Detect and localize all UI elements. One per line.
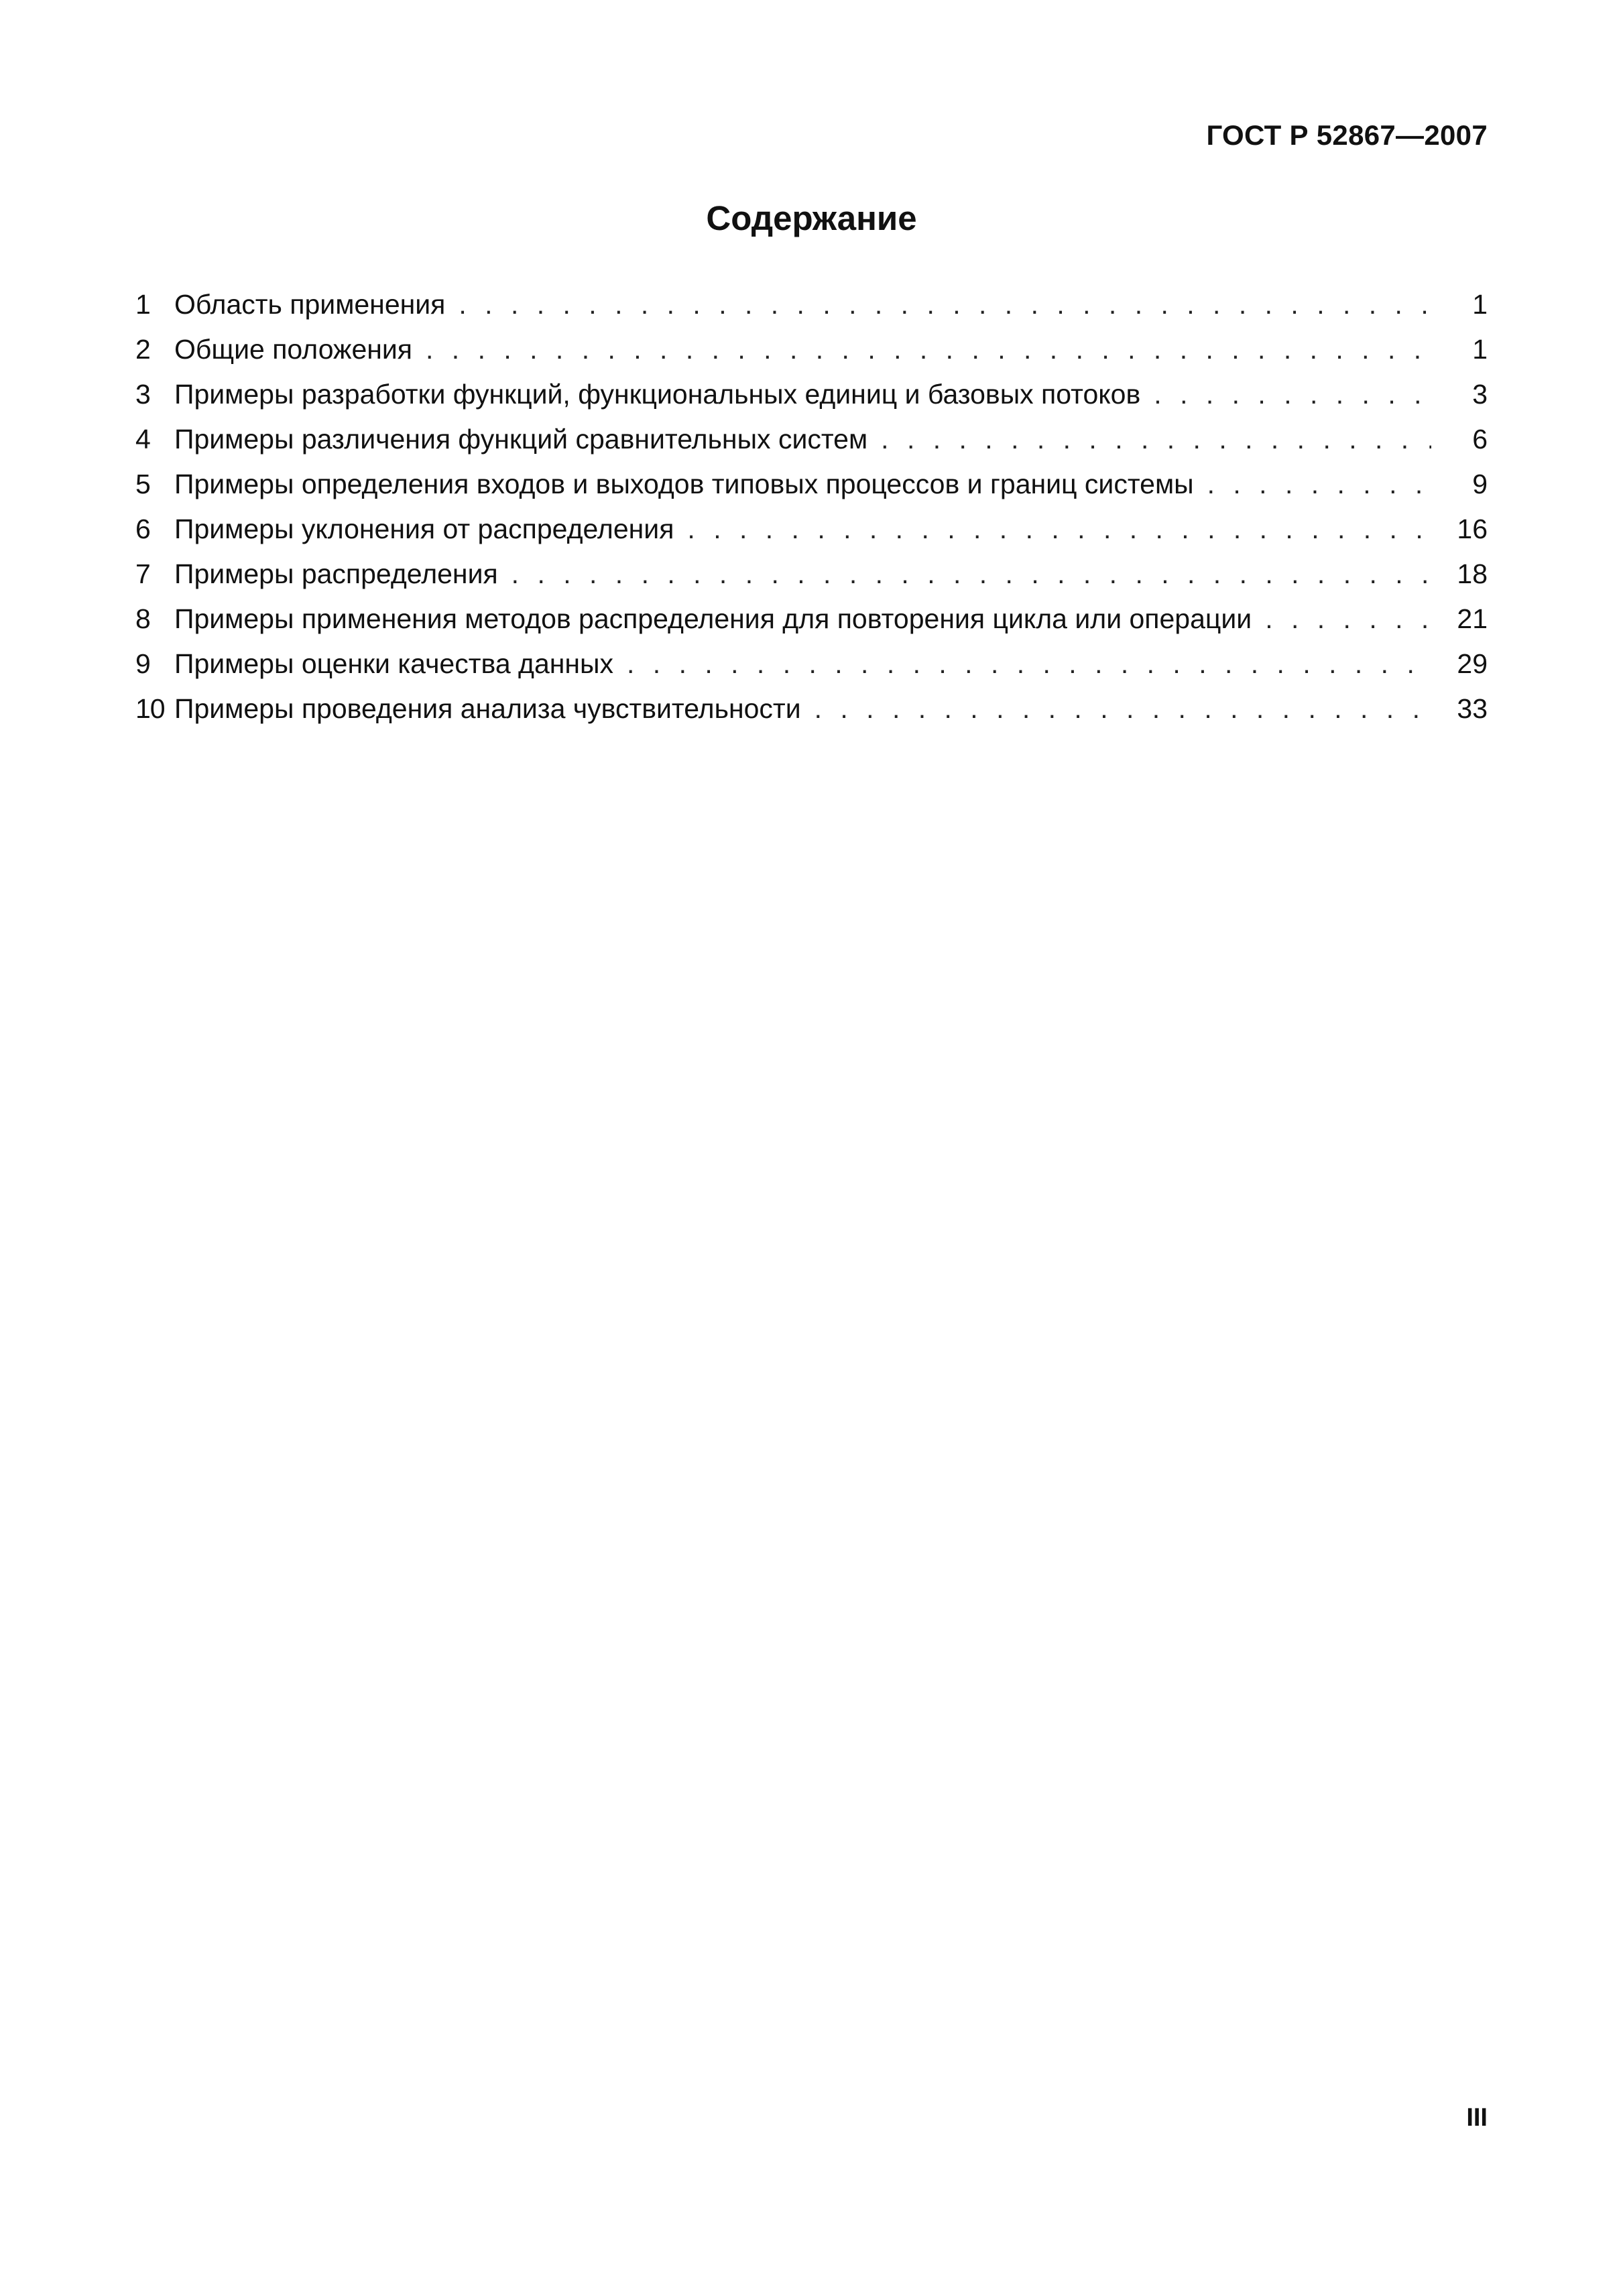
toc-entry[interactable] [135, 552, 1488, 597]
dot-leader [1207, 462, 1431, 507]
toc-entry-page: 9 [1472, 469, 1488, 499]
toc-entry-page: 1 [1472, 289, 1488, 320]
toc-entry-number: 6 [135, 513, 151, 544]
toc-entry-number: 3 [135, 379, 151, 410]
toc-entry-page: 1 [1472, 334, 1488, 365]
toc-entry-page: 33 [1457, 693, 1488, 724]
dot-leader [687, 507, 1431, 552]
table-of-contents [135, 282, 1488, 731]
toc-entry-title: Примеры уклонения от распределения [174, 513, 674, 544]
toc-entry-title: Общие положения [174, 334, 413, 365]
toc-entry[interactable] [135, 417, 1488, 462]
toc-entry-page: 29 [1457, 648, 1488, 679]
dot-leader [512, 552, 1431, 597]
toc-entry-title: Примеры проведения анализа чувствительности [174, 693, 801, 724]
toc-entry[interactable] [135, 282, 1488, 327]
toc-entry-title: Примеры различения функций сравнительных систем [174, 424, 868, 455]
page-number: III [1466, 2104, 1488, 2132]
toc-entry[interactable] [135, 462, 1488, 507]
toc-entry-page: 21 [1457, 603, 1488, 634]
toc-entry-number: 2 [135, 334, 151, 365]
toc-entry-title: Примеры разработки функций, функциональных единиц и базовых потоков [174, 379, 1141, 410]
toc-entry-title: Примеры распределения [174, 558, 498, 589]
toc-entry-title: Примеры оценки качества данных [174, 648, 613, 679]
toc-entry-number: 5 [135, 469, 151, 499]
toc-entry-title: Примеры применения методов распределения для повторения цикла или операции [174, 603, 1252, 634]
toc-entry-page: 16 [1457, 513, 1488, 544]
toc-entry-number: 10 [135, 693, 165, 724]
toc-entry-number: 9 [135, 648, 151, 679]
toc-entry[interactable] [135, 642, 1488, 686]
dot-leader [627, 642, 1431, 686]
toc-entry[interactable] [135, 372, 1488, 417]
contents-title: Содержание [706, 199, 917, 237]
dot-leader [426, 327, 1431, 372]
toc-entry[interactable] [135, 597, 1488, 642]
dot-leader [815, 686, 1431, 731]
toc-entry-page: 18 [1457, 558, 1488, 589]
dot-leader [459, 282, 1431, 327]
toc-entry[interactable] [135, 686, 1488, 731]
toc-entry[interactable] [135, 507, 1488, 552]
toc-entry-title: Область применения [174, 289, 446, 320]
standard-code: ГОСТ Р 52867—2007 [1206, 119, 1488, 151]
dot-leader [1265, 597, 1431, 642]
toc-entry-page: 6 [1472, 424, 1488, 455]
toc-entry[interactable] [135, 327, 1488, 372]
dot-leader [881, 417, 1431, 462]
toc-entry-number: 7 [135, 558, 151, 589]
toc-entry-title: Примеры определения входов и выходов типовых процессов и границ системы [174, 469, 1194, 499]
dot-leader [1154, 372, 1431, 417]
toc-entry-number: 1 [135, 289, 151, 320]
toc-entry-page: 3 [1472, 379, 1488, 410]
toc-entry-number: 8 [135, 603, 151, 634]
toc-entry-number: 4 [135, 424, 151, 455]
